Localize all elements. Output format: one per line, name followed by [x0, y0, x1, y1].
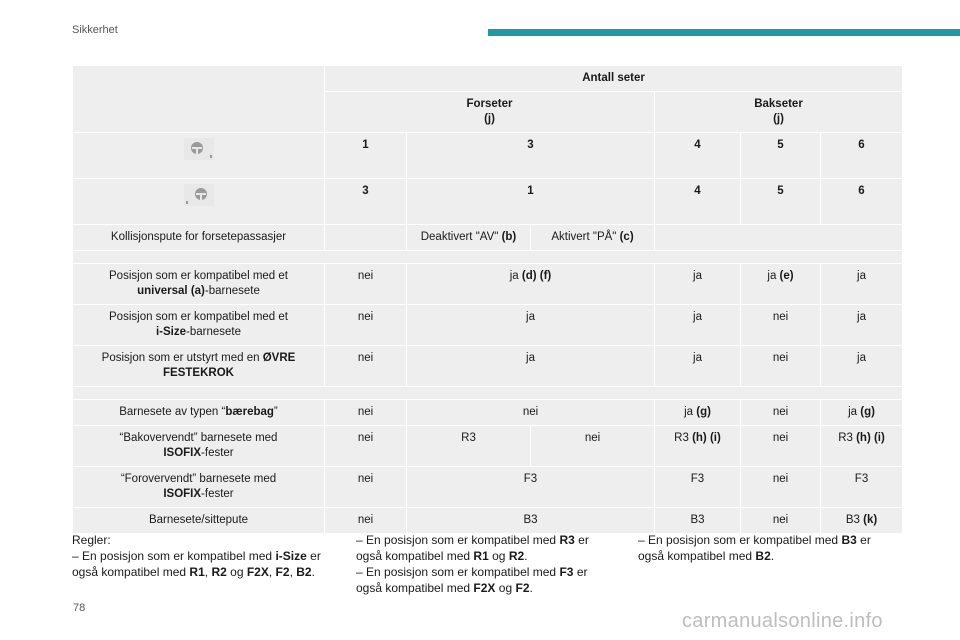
row-label: “Forovervendt” barnesete med ISOFIX-fester [73, 467, 325, 508]
table-row [73, 133, 903, 179]
cell: 4 [655, 179, 741, 225]
cell: F3 [821, 467, 903, 508]
cell: nei [407, 400, 655, 426]
row-label: Barnesete/sittepute [73, 508, 325, 534]
page-number: 78 [73, 602, 86, 614]
cell: nei [325, 264, 407, 305]
cell: Aktivert "PÅ" (c) [531, 225, 655, 251]
cell: nei [325, 508, 407, 534]
cell: ja [407, 346, 655, 387]
cell: 5 [741, 179, 821, 225]
cell: F3 [407, 467, 655, 508]
cell: ja (e) [741, 264, 821, 305]
table-row [73, 467, 903, 508]
cell: B3 [407, 508, 655, 534]
table-row [73, 225, 903, 251]
rules-column-1 [72, 532, 330, 580]
cell: 6 [821, 133, 903, 179]
section-title: Sikkerhet [72, 24, 118, 36]
cell: nei [325, 346, 407, 387]
cell: 3 [407, 133, 655, 179]
cell: nei [325, 426, 407, 467]
table-row [73, 305, 903, 346]
cell: ja [407, 305, 655, 346]
rules-column-3 [638, 532, 896, 564]
rule-r3: – En posisjon som er kompatibel med R3 er også kompatibel med R1 og R2. [356, 533, 589, 563]
row-label: Posisjon som er kompatibel med et universal (a)-barnesete [73, 264, 325, 305]
table-row [73, 400, 903, 426]
spacer-row [73, 387, 903, 400]
cell: nei [325, 305, 407, 346]
cell: nei [325, 400, 407, 426]
right-hand-drive-icon [184, 184, 214, 206]
rule-f3: – En posisjon som er kompatibel med F3 er også kompatibel med F2X og F2. [356, 565, 588, 595]
table-row [73, 346, 903, 387]
cell: ja (g) [655, 400, 741, 426]
seat-count-header: Antall seter [325, 66, 903, 92]
rule-isize: – En posisjon som er kompatibel med i-Size er også kompatibel med R1, R2 og F2X, F2, B2. [72, 549, 321, 579]
row-label: Posisjon som er utstyrt med en ØVRE FESTEKROK [73, 346, 325, 387]
cell: nei [325, 467, 407, 508]
cell: 3 [325, 179, 407, 225]
cell: F3 [655, 467, 741, 508]
cell: R3 [407, 426, 531, 467]
cell [655, 225, 903, 251]
cell: 6 [821, 179, 903, 225]
row-label: Kollisjonspute for forsetepassasjer [73, 225, 325, 251]
spacer-cell [73, 387, 903, 400]
table-row [73, 179, 903, 225]
rules-column-2 [356, 532, 614, 596]
cell: ja [821, 346, 903, 387]
cell: nei [741, 400, 821, 426]
cell: 1 [325, 133, 407, 179]
front-seats-header: Forseter (j) [325, 92, 655, 133]
spacer-row [73, 251, 903, 264]
cell: ja [821, 264, 903, 305]
rhd-seat-cell [73, 179, 325, 225]
rules-title: Regler: [72, 533, 111, 547]
rule-b3: – En posisjon som er kompatibel med B3 er også kompatibel med B2. [638, 533, 871, 563]
cell: 5 [741, 133, 821, 179]
row-label: Barnesete av typen “bærebag” [73, 400, 325, 426]
cell: ja [655, 305, 741, 346]
row-label: “Bakovervendt” barnesete med ISOFIX-fester [73, 426, 325, 467]
cell: nei [741, 508, 821, 534]
cell: 1 [407, 179, 655, 225]
spacer-cell [73, 251, 903, 264]
cell [325, 225, 407, 251]
row-label: Posisjon som er kompatibel med et i-Size-barnesete [73, 305, 325, 346]
cell: Deaktivert "AV" (b) [407, 225, 531, 251]
cell: nei [741, 467, 821, 508]
cell: 4 [655, 133, 741, 179]
table-row [73, 426, 903, 467]
cell: ja [821, 305, 903, 346]
table-row [73, 264, 903, 305]
cell: nei [531, 426, 655, 467]
cell: B3 [655, 508, 741, 534]
cell: nei [741, 346, 821, 387]
cell: nei [741, 426, 821, 467]
cell: R3 (h) (i) [655, 426, 741, 467]
cell: R3 (h) (i) [821, 426, 903, 467]
lhd-seat-cell [73, 133, 325, 179]
left-hand-drive-icon [184, 138, 214, 160]
cell: B3 (k) [821, 508, 903, 534]
watermark-text: carmanualsonline.info [682, 610, 883, 632]
child-seat-table [72, 65, 903, 534]
cell: ja (d) (f) [407, 264, 655, 305]
table-row [73, 508, 903, 534]
cell: ja (g) [821, 400, 903, 426]
cell: nei [741, 305, 821, 346]
header-accent-bar [488, 29, 960, 36]
empty-header-cell [73, 66, 325, 133]
rear-seats-header: Bakseter (j) [655, 92, 903, 133]
cell: ja [655, 264, 741, 305]
cell: ja [655, 346, 741, 387]
table-header-row [73, 66, 903, 92]
